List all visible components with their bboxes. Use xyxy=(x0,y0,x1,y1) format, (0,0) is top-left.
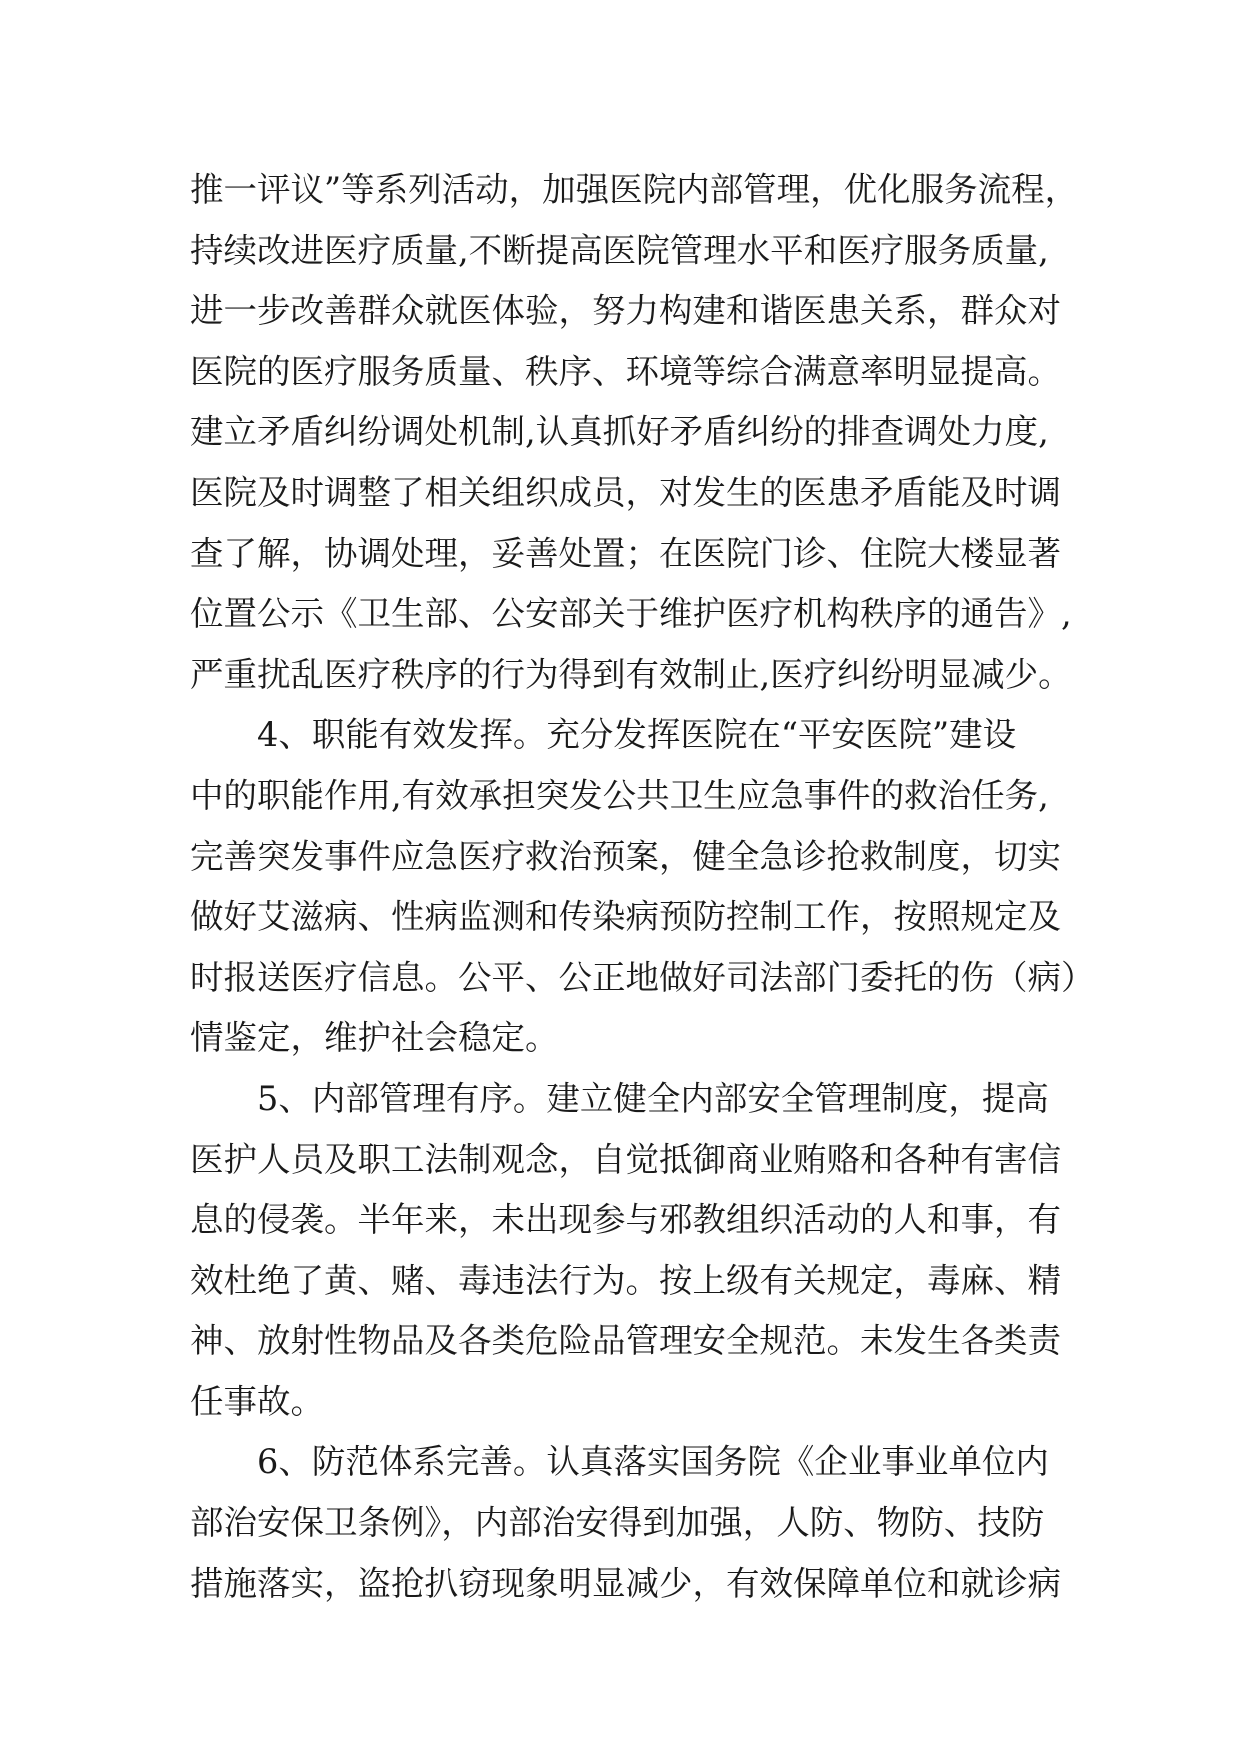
text-line: 医院的医疗服务质量、秩序、环境等综合满意率明显提高。 xyxy=(190,351,1061,391)
paragraph-6-heading-line: 6、防范体系完善。认真落实国务院《企业事业单位内 xyxy=(257,1442,1049,1482)
text-line: 中的职能作用,有效承担突发公共卫生应急事件的救治任务, xyxy=(190,775,1049,815)
text-line: 部治安保卫条例》，内部治安得到加强，人防、物防、技防 xyxy=(190,1503,1045,1543)
paragraph-5-heading-line: 5、内部管理有序。建立健全内部安全管理制度，提高 xyxy=(257,1078,1049,1118)
text-line: 医院及时调整了相关组织成员，对发生的医患矛盾能及时调 xyxy=(190,472,1061,512)
text-line: 措施落实，盗抢扒窃现象明显减少，有效保障单位和就诊病 xyxy=(190,1563,1061,1603)
text-line: 位置公示《卫生部、公安部关于维护医疗机构秩序的通告》, xyxy=(190,594,1072,634)
text-line: 效杜绝了黄、赌、毒违法行为。按上级有关规定，毒麻、精 xyxy=(190,1260,1061,1300)
text-line: 息的侵袭。半年来，未出现参与邪教组织活动的人和事，有 xyxy=(190,1200,1061,1240)
text-line: 进一步改善群众就医体验，努力构建和谐医患关系，群众对 xyxy=(190,291,1061,331)
text-line: 推一评议”等系列活动，加强医院内部管理，优化服务流程， xyxy=(190,170,1079,209)
text-line: 查了解，协调处理，妥善处置；在医院门诊、住院大楼显著 xyxy=(190,533,1061,573)
text-line: 医护人员及职工法制观念，自觉抵御商业贿赂和各种有害信 xyxy=(190,1139,1061,1179)
text-line: 做好艾滋病、性病监测和传染病预防控制工作，按照规定及 xyxy=(190,897,1061,937)
text-line: 建立矛盾纠纷调处机制,认真抓好矛盾纠纷的排查调处力度, xyxy=(190,412,1049,452)
body-text xyxy=(190,160,1095,1614)
text-line: 持续改进医疗质量,不断提高医院管理水平和医疗服务质量, xyxy=(190,230,1049,270)
text-line: 任事故。 xyxy=(190,1381,324,1421)
text-line: 时报送医疗信息。公平、公正地做好司法部门委托的伤（病） xyxy=(190,957,1095,997)
text-line: 神、放射性物品及各类危险品管理安全规范。未发生各类责 xyxy=(190,1321,1061,1361)
text-line: 严重扰乱医疗秩序的行为得到有效制止,医疗纠纷明显减少。 xyxy=(190,654,1072,694)
text-line: 情鉴定，维护社会稳定。 xyxy=(190,1018,559,1058)
text-line: 完善突发事件应急医疗救治预案，健全急诊抢救制度，切实 xyxy=(190,836,1061,876)
paragraph-4-heading-line: 4、职能有效发挥。充分发挥医院在“平安医院”建设 xyxy=(257,715,1017,755)
